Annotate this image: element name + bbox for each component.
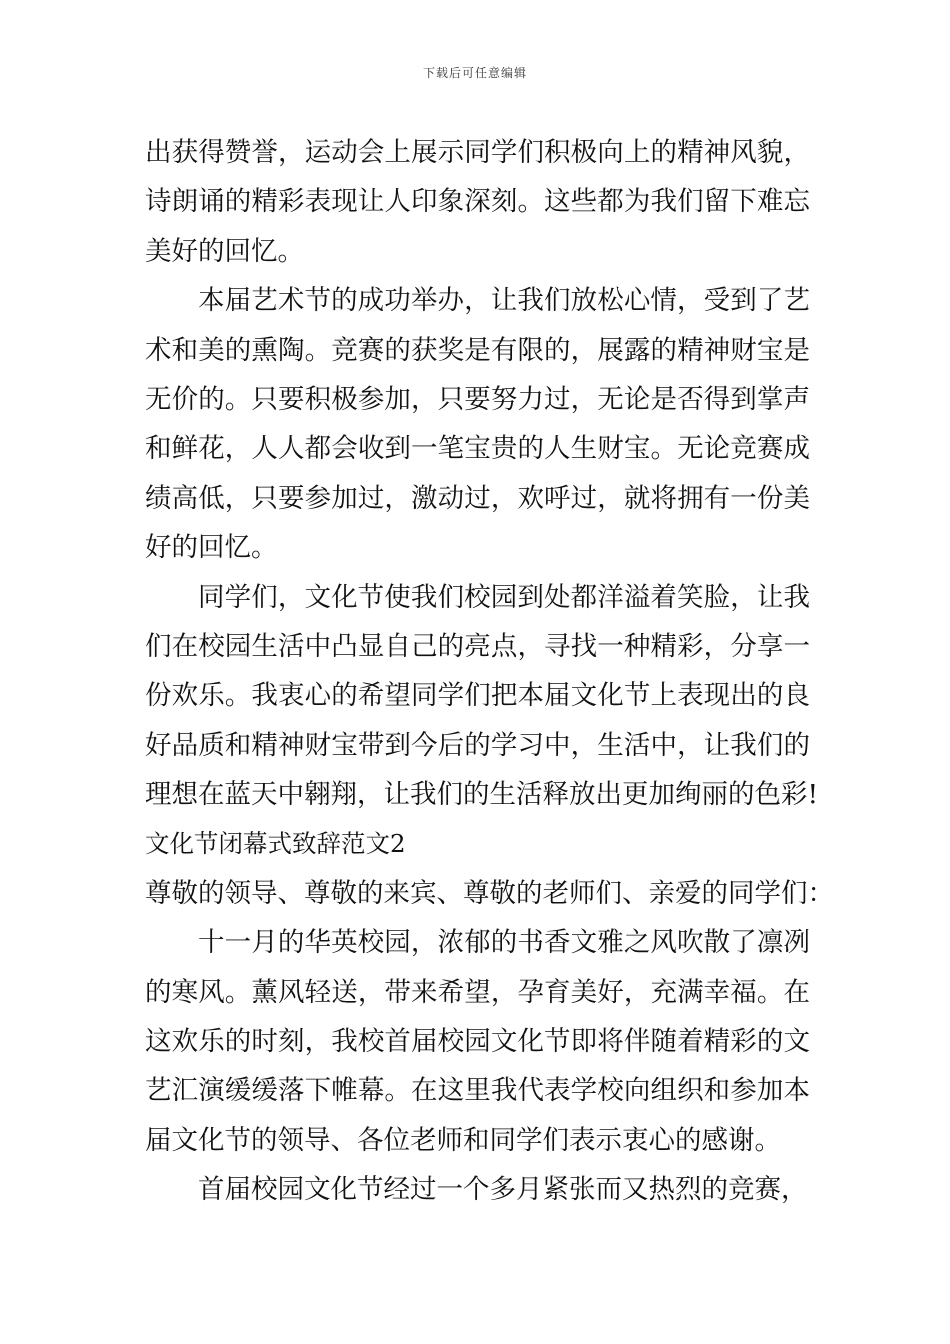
header-note: 下载后可任意编辑 [422, 66, 527, 80]
text-line: 艺汇演缓缓落下帷幕。在这里我代表学校向组织和参加本 [145, 1075, 810, 1107]
text-line: 份欢乐。我衷心的希望同学们把本届文化节上表现出的良 [145, 680, 810, 712]
section-title: 文化节闭幕式致辞范文2 [145, 829, 406, 859]
text-line: 好的回忆。 [145, 532, 278, 564]
text-line: 首届校园文化节经过一个多月紧张而又热烈的竞赛， [198, 1174, 808, 1206]
salutation-line: 尊敬的领导、尊敬的来宾、尊敬的老师们、亲爱的同学们： [145, 877, 834, 909]
text-line: 美好的回忆。 [145, 235, 304, 267]
text-line: 好品质和精神财宝带到今后的学习中，生活中，让我们的 [145, 729, 810, 761]
text-line: 这欢乐的时刻，我校首届校园文化节即将伴随着精彩的文 [145, 1026, 810, 1058]
text-line: 十一月的华英校园，浓郁的书香文雅之风吹散了凛冽 [198, 927, 810, 959]
text-line: 们在校园生活中凸显自己的亮点，寻找一种精彩，分享一 [145, 630, 810, 662]
text-line: 同学们，文化节使我们校园到处都洋溢着笑脸，让我 [198, 581, 810, 613]
text-line: 届文化节的领导、各位老师和同学们表示衷心的感谢。 [145, 1124, 781, 1156]
text-line: 理想在蓝天中翱翔，让我们的生活释放出更加绚丽的色彩! [145, 779, 819, 811]
text-line: 出获得赞誉，运动会上展示同学们积极向上的精神风貌， [145, 137, 810, 168]
text-line: 和鲜花，人人都会收到一笔宝贵的人生财宝。无论竞赛成 [145, 433, 810, 465]
text-line: 绩高低，只要参加过，激动过，欢呼过，就将拥有一份美 [145, 482, 810, 514]
text-line: 诗朗诵的精彩表现让人印象深刻。这些都为我们留下难忘 [145, 186, 810, 218]
text-line: 术和美的熏陶。竞赛的获奖是有限的，展露的精神财宝是 [145, 334, 810, 366]
document-body [145, 128, 834, 1215]
text-line: 本届艺术节的成功举办，让我们放松心情，受到了艺 [198, 285, 810, 317]
text-line: 无价的。只要积极参加，只要努力过，无论是否得到掌声 [145, 383, 810, 415]
text-line: 的寒风。薰风轻送，带来希望，孕育美好，充满幸福。在 [145, 976, 810, 1008]
